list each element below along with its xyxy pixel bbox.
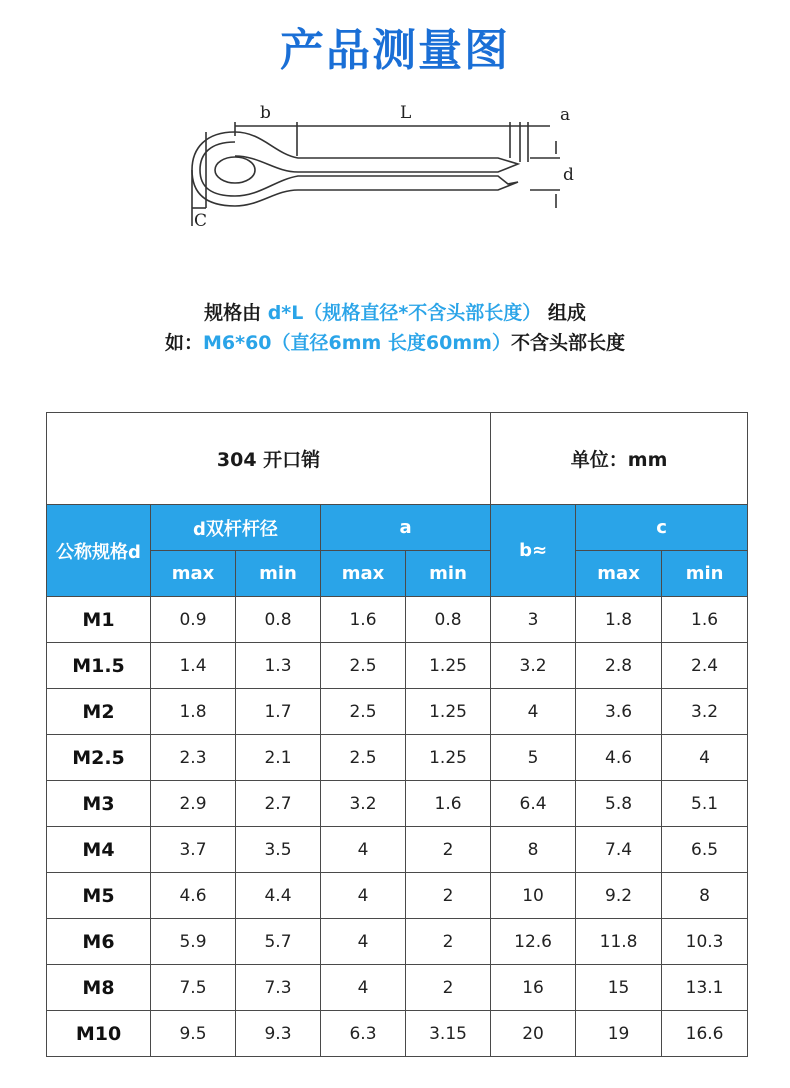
value-cell: 3.5 (236, 827, 321, 873)
spec-cell: M10 (47, 1011, 151, 1057)
value-cell: 2.5 (321, 689, 406, 735)
value-cell: 2 (406, 827, 491, 873)
header-spec: 公称规格d (47, 505, 151, 597)
desc1-suffix: 组成 (541, 302, 586, 324)
desc2-prefix: 如： (164, 332, 203, 354)
header-d-min: min (236, 551, 321, 597)
value-cell: 0.8 (406, 597, 491, 643)
table-row (47, 919, 748, 965)
spec-description-line2 (0, 328, 790, 355)
value-cell: 7.3 (236, 965, 321, 1011)
page-title: 产品测量图 (280, 25, 510, 76)
cotter-pin-diagram (180, 96, 580, 246)
value-cell: 1.8 (151, 689, 236, 735)
header-a: a (321, 505, 491, 551)
value-cell: 2.9 (151, 781, 236, 827)
value-cell: 1.6 (406, 781, 491, 827)
header-c-min: min (662, 551, 748, 597)
value-cell: 16.6 (662, 1011, 748, 1057)
value-cell: 19 (576, 1011, 662, 1057)
spec-cell: M2 (47, 689, 151, 735)
value-cell: 4 (662, 735, 748, 781)
label-b: b (260, 103, 271, 123)
desc1-prefix: 规格由 (204, 302, 268, 324)
value-cell: 1.8 (576, 597, 662, 643)
pin-eye-hole (215, 157, 255, 183)
value-cell: 2.3 (151, 735, 236, 781)
spec-cell: M1 (47, 597, 151, 643)
value-cell: 3 (491, 597, 576, 643)
value-cell: 6.5 (662, 827, 748, 873)
spec-cell: M8 (47, 965, 151, 1011)
value-cell: 1.25 (406, 735, 491, 781)
spec-cell: M2.5 (47, 735, 151, 781)
value-cell: 4 (321, 827, 406, 873)
table-row (47, 643, 748, 689)
value-cell: 6.4 (491, 781, 576, 827)
header-c-max: max (576, 551, 662, 597)
table-row (47, 597, 748, 643)
value-cell: 2.7 (236, 781, 321, 827)
value-cell: 12.6 (491, 919, 576, 965)
value-cell: 8 (491, 827, 576, 873)
value-cell: 2 (406, 965, 491, 1011)
value-cell: 0.9 (151, 597, 236, 643)
value-cell: 2 (406, 919, 491, 965)
table-row (47, 735, 748, 781)
header-d: d双杆杆径 (151, 505, 321, 551)
value-cell: 3.7 (151, 827, 236, 873)
value-cell: 0.8 (236, 597, 321, 643)
spec-cell: M4 (47, 827, 151, 873)
value-cell: 1.4 (151, 643, 236, 689)
label-L: L (400, 103, 412, 123)
spec-description-line1 (0, 298, 790, 325)
spec-cell: M1.5 (47, 643, 151, 689)
spec-table-body (47, 597, 748, 1057)
table-row (47, 873, 748, 919)
value-cell: 4.6 (151, 873, 236, 919)
value-cell: 2.1 (236, 735, 321, 781)
value-cell: 2.4 (662, 643, 748, 689)
value-cell: 5 (491, 735, 576, 781)
value-cell: 9.3 (236, 1011, 321, 1057)
desc2-suffix: 不含头部长度 (510, 332, 625, 354)
spec-table (46, 412, 748, 1057)
value-cell: 4 (491, 689, 576, 735)
value-cell: 7.4 (576, 827, 662, 873)
value-cell: 13.1 (662, 965, 748, 1011)
value-cell: 1.25 (406, 643, 491, 689)
value-cell: 4.4 (236, 873, 321, 919)
value-cell: 16 (491, 965, 576, 1011)
header-b: b≈ (491, 505, 576, 597)
product-label: 304 开口销 (47, 413, 491, 505)
value-cell: 3.2 (321, 781, 406, 827)
value-cell: 2.5 (321, 735, 406, 781)
table-row (47, 827, 748, 873)
header-a-min: min (406, 551, 491, 597)
header-d-max: max (151, 551, 236, 597)
value-cell: 15 (576, 965, 662, 1011)
value-cell: 1.6 (321, 597, 406, 643)
label-a: a (560, 105, 571, 125)
spec-cell: M3 (47, 781, 151, 827)
value-cell: 1.6 (662, 597, 748, 643)
spec-cell: M6 (47, 919, 151, 965)
value-cell: 20 (491, 1011, 576, 1057)
value-cell: 1.3 (236, 643, 321, 689)
header-c: c (576, 505, 748, 551)
value-cell: 4 (321, 873, 406, 919)
value-cell: 3.6 (576, 689, 662, 735)
value-cell: 1.25 (406, 689, 491, 735)
value-cell: 5.1 (662, 781, 748, 827)
value-cell: 5.7 (236, 919, 321, 965)
value-cell: 4.6 (576, 735, 662, 781)
value-cell: 9.2 (576, 873, 662, 919)
value-cell: 7.5 (151, 965, 236, 1011)
value-cell: 3.2 (662, 689, 748, 735)
value-cell: 9.5 (151, 1011, 236, 1057)
label-C: C (194, 211, 208, 231)
value-cell: 10 (491, 873, 576, 919)
value-cell: 2.8 (576, 643, 662, 689)
value-cell: 3.2 (491, 643, 576, 689)
value-cell: 8 (662, 873, 748, 919)
spec-cell: M5 (47, 873, 151, 919)
value-cell: 5.8 (576, 781, 662, 827)
value-cell: 4 (321, 919, 406, 965)
value-cell: 11.8 (576, 919, 662, 965)
header-a-max: max (321, 551, 406, 597)
pin-eye (192, 132, 518, 206)
value-cell: 10.3 (662, 919, 748, 965)
value-cell: 3.15 (406, 1011, 491, 1057)
desc2-highlight: M6*60（直径6mm 长度60mm） (203, 332, 511, 354)
value-cell: 6.3 (321, 1011, 406, 1057)
value-cell: 4 (321, 965, 406, 1011)
unit-label: 单位：mm (491, 413, 748, 505)
table-row (47, 689, 748, 735)
label-d: d (563, 165, 574, 185)
value-cell: 2.5 (321, 643, 406, 689)
table-row (47, 781, 748, 827)
value-cell: 1.7 (236, 689, 321, 735)
value-cell: 2 (406, 873, 491, 919)
table-row (47, 1011, 748, 1057)
value-cell: 5.9 (151, 919, 236, 965)
desc1-highlight: d*L（规格直径*不含头部长度） (267, 302, 542, 324)
table-row (47, 965, 748, 1011)
